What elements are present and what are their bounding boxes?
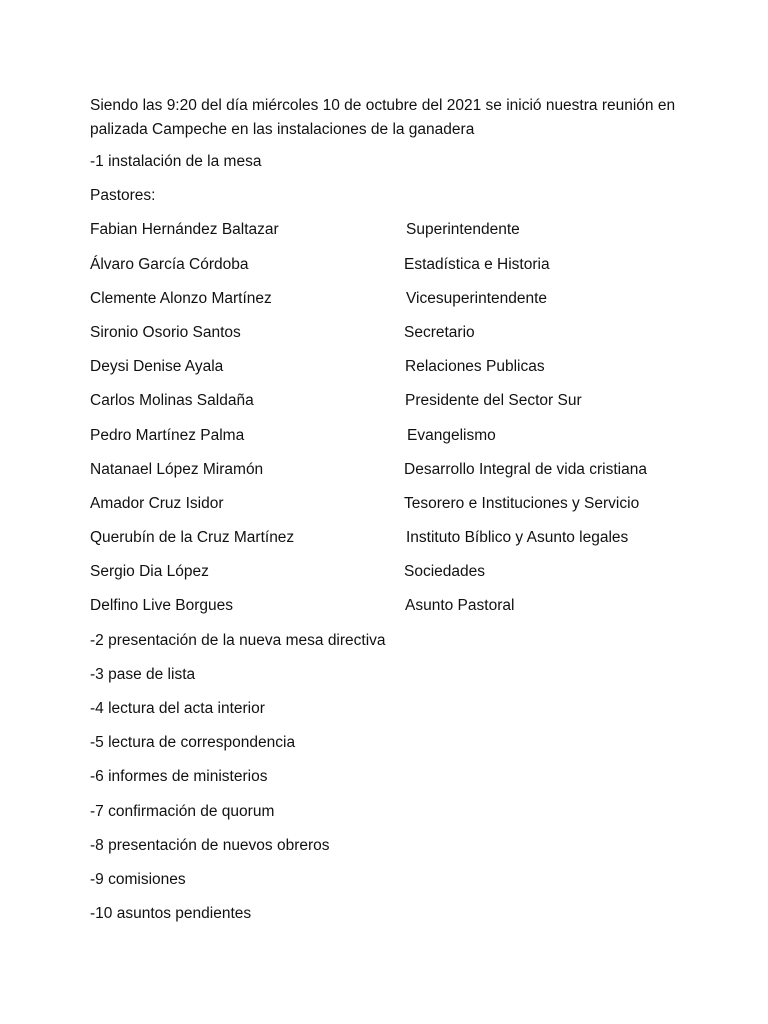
agenda-item: -8 presentación de nuevos obreros: [90, 836, 330, 854]
pastor-role: Superintendente: [406, 221, 520, 239]
pastor-name: Clemente Alonzo Martínez: [90, 289, 272, 307]
pastor-role: Relaciones Publicas: [405, 358, 545, 376]
pastor-role: Presidente del Sector Sur: [405, 392, 582, 410]
pastor-row: [90, 528, 730, 562]
pastor-row: [90, 323, 730, 357]
agenda-item: -3 pase de lista: [90, 665, 196, 683]
pastor-role: Sociedades: [404, 563, 486, 581]
agenda-item: -5 lectura de correspondencia: [90, 734, 296, 752]
agenda-item: -7 confirmación de quorum: [90, 802, 275, 820]
pastor-role: Vicesuperintendente: [406, 289, 548, 307]
agenda-item: -4 lectura del acta interior: [90, 700, 265, 717]
pastor-name: Sironio Osorio Santos: [90, 323, 241, 341]
pastor-row: [90, 426, 730, 460]
pastor-role: Evangelismo: [407, 426, 496, 444]
pastor-row: [90, 596, 730, 630]
pastor-name: Deysi Denise Ayala: [90, 358, 224, 376]
agenda-item: -9 comisiones: [90, 870, 186, 888]
agenda-item: -2 presentación de la nueva mesa directiva: [90, 631, 386, 649]
agenda-item: -6 informes de ministerios: [90, 768, 268, 786]
pastor-role: Asunto Pastoral: [405, 597, 515, 615]
pastor-row: [90, 391, 730, 425]
agenda-item-1: -1 instalación de la mesa: [90, 153, 262, 170]
pastor-name: Carlos Molinas Saldaña: [90, 392, 254, 410]
pastor-name: Delfino Live Borgues: [90, 597, 234, 615]
pastor-name: Fabian Hernández Baltazar: [90, 221, 279, 239]
pastor-name: Sergio Dia López: [90, 563, 209, 581]
pastor-row: [90, 494, 730, 528]
pastor-row: [90, 562, 730, 596]
pastor-role: Instituto Bíblico y Asunto legales: [406, 529, 629, 547]
document-body: [90, 94, 730, 938]
pastor-role: Tesorero e Instituciones y Servicio: [404, 494, 640, 512]
pastor-row: [90, 255, 730, 289]
pastor-role: Desarrollo Integral de vida cristiana: [404, 460, 647, 478]
agenda-item: -10 asuntos pendientes: [90, 905, 252, 923]
pastor-row: [90, 357, 730, 391]
pastor-row: [90, 460, 730, 494]
pastor-row: [90, 289, 730, 323]
pastores-label: Pastores:: [90, 187, 156, 205]
intro-paragraph: Siendo las 9:20 del día miércoles 10 de octubre del 2021 se inició nuestra reunión en palizada Campeche en las instalaciones de la ganadera: [90, 97, 676, 138]
pastor-name: Amador Cruz Isidor: [90, 494, 224, 512]
pastor-role: Estadística e Historia: [404, 255, 550, 273]
pastor-name: Natanael López Miramón: [90, 460, 264, 478]
pastor-name: Álvaro García Córdoba: [90, 255, 249, 273]
pastor-name: Pedro Martínez Palma: [90, 426, 245, 444]
pastor-row: [90, 220, 730, 254]
pastor-name: Querubín de la Cruz Martínez: [90, 529, 295, 547]
pastor-role: Secretario: [404, 323, 475, 341]
